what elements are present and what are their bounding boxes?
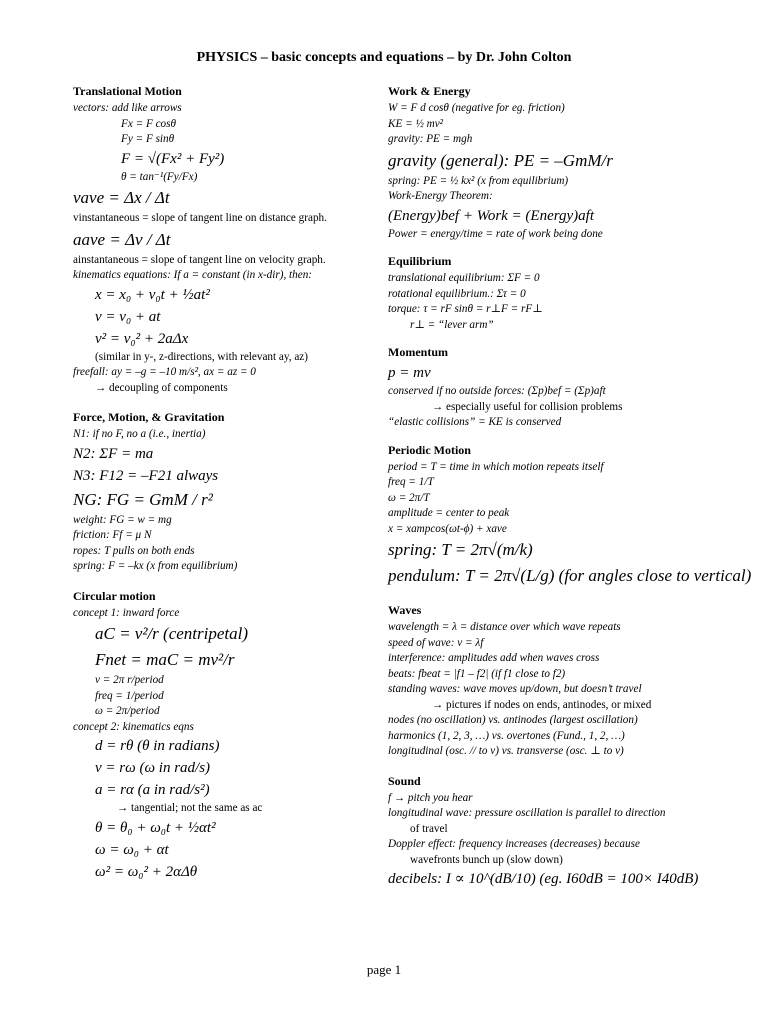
fmag-eq: F = √(Fx² + Fy²) (121, 150, 225, 167)
torque-line: torque: τ = rF sinθ = r⊥F = rF⊥ (388, 303, 543, 315)
spring-force-line: spring: F = –kx (x from equilibrium) (73, 560, 238, 572)
fnet-eq: Fnet = maC = mv²/r (95, 650, 235, 669)
decibels-eq: decibels: I ∝ 10^(dB/10) (eg. I60dB = 100× I40dB) (388, 871, 699, 887)
longitudinal-wave-line-2: of travel (410, 822, 448, 835)
pitch-line: f → pitch you hear (388, 791, 473, 804)
spring-period-eq: spring: T = 2π√(m/k) (388, 540, 533, 559)
decoupling-line: → decoupling of components (95, 381, 228, 394)
vave-eq: vave = Δx / Δt (73, 188, 170, 207)
ke-eq: KE = ½ mv² (388, 117, 444, 130)
omega-period-line: ω = 2π/T (388, 491, 430, 504)
ar-eq: a = rα (a in rad/s²) (95, 782, 210, 798)
ainst-line: ainstantaneous = slope of tangent line on velocity graph. (73, 253, 326, 266)
right-column (388, 84, 752, 890)
work-eq: W = F d cosθ (negative for eg. friction) (388, 102, 565, 114)
spring-pe-line: spring: PE = ½ kx² (x from equilibrium) (388, 174, 569, 187)
concept2-line: concept 2: kinematics eqns (73, 720, 194, 733)
section-heading-work: Work & Energy (388, 84, 471, 98)
power-line: Power = energy/time = rate of work being done (388, 227, 603, 240)
kin-eq-2: v = v₀ + at (95, 308, 161, 325)
momentum-eq: p = mv (388, 365, 431, 381)
omega-line: ω = 2π/period (95, 705, 160, 717)
period-line: period = T = time in which motion repeats itself (388, 460, 604, 473)
n2-eq: N2: ΣF = ma (73, 445, 154, 462)
position-eq: x = xampcos(ωt-ϕ) + xave (388, 522, 507, 535)
ac-eq: aC = v²/r (centripetal) (95, 624, 249, 643)
freefall-line: freefall: ay = –g = –10 m/s², ax = az = 0 (73, 366, 256, 378)
page-number: page 1 (366, 962, 402, 977)
section-heading-translational: Translational Motion (73, 84, 182, 98)
section-heading-periodic: Periodic Motion (388, 442, 471, 457)
kin-eq-1: x = x₀ + v₀t + ½at² (95, 286, 210, 303)
beats-line: beats: fbeat = |f1 – f2| (if f1 close to f2) (388, 667, 566, 680)
interference-line: interference: amplitudes add when waves cross (388, 652, 600, 664)
vinst-line: vinstantaneous = slope of tangent line on distance graph. (73, 212, 327, 224)
section-heading-momentum: Momentum (388, 345, 448, 359)
friction-line: friction: Ff = μ N (73, 529, 152, 541)
wave-speed-line: speed of wave: v = λf (388, 636, 484, 649)
pictures-line: → pictures if nodes on ends, antinodes, or mixed (432, 698, 652, 711)
rot-eq-1: θ = θ₀ + ω₀t + ½αt² (95, 819, 216, 836)
vectors-line: vectors: add like arrows (73, 102, 182, 114)
weight-line: weight: FG = w = mg (73, 513, 172, 526)
left-column (73, 84, 373, 883)
section-heading-sound: Sound (388, 773, 421, 788)
doppler-line-2: wavefronts bunch up (slow down) (410, 853, 563, 866)
fy-eq: Fy = F sinθ (121, 133, 175, 145)
lever-arm-line: r⊥ = “lever arm” (410, 318, 494, 331)
kin-eq-3: v² = v₀² + 2aΔx (95, 330, 189, 347)
tangential-line: → tangential; not the same as ac (117, 802, 263, 814)
doppler-line: Doppler effect: frequency increases (decreases) because (388, 838, 640, 850)
d-eq: d = rθ (θ in radians) (95, 738, 220, 754)
rot-eq-2: ω = ω₀ + αt (95, 841, 169, 858)
section-heading-force: Force, Motion, & Gravitation (73, 410, 225, 424)
work-energy-theorem-eq: (Energy)bef + Work = (Energy)aft (388, 207, 595, 224)
ropes-line: ropes: T pulls on both ends (73, 544, 195, 557)
fx-eq: Fx = F cosθ (121, 117, 176, 130)
section-heading-equilibrium: Equilibrium (388, 254, 452, 268)
n1-line: N1: if no F, no a (i.e., inertia) (73, 428, 206, 440)
freq-period-line: freq = 1/T (388, 476, 434, 488)
gravity-general-eq: gravity (general): PE = –GmM/r (388, 150, 613, 170)
ng-eq: NG: FG = GmM / r² (73, 489, 213, 509)
gravity-pe-line: gravity: PE = mgh (388, 133, 473, 145)
kinematics-line: kinematics equations: If a = constant (in x-dir), then: (73, 269, 313, 281)
similar-line: (similar in y-, z-directions, with relevant ay, az) (95, 350, 308, 363)
wavelength-line: wavelength = λ = distance over which wave repeats (388, 621, 621, 633)
concept1-line: concept 1: inward force (73, 606, 180, 619)
freq-line: freq = 1/period (95, 689, 164, 702)
page-title: PHYSICS – basic concepts and equations – by Dr. John Colton (196, 50, 572, 65)
vr-eq: v = rω (ω in rad/s) (95, 760, 211, 776)
translational-eq-line: translational equilibrium: ΣF = 0 (388, 272, 540, 284)
longitudinal-wave-line: longitudinal wave: pressure oscillation is parallel to direction (388, 807, 666, 819)
section-heading-waves: Waves (388, 603, 422, 617)
aave-eq: aave = Δv / Δt (73, 229, 171, 249)
theta-eq: θ = tan⁻¹(Fy/Fx) (121, 170, 198, 183)
pendulum-period-eq: pendulum: T = 2π√(L/g) (for angles close to vertical) (388, 566, 752, 585)
harmonics-line: harmonics (1, 2, 3, …) vs. overtones (Fund., 1, 2, …) (388, 729, 625, 742)
amplitude-line: amplitude = center to peak (388, 507, 510, 519)
v-line: v = 2π r/period (95, 674, 164, 686)
conserved-line: conserved if no outside forces: (Σp)bef = (Σp)aft (388, 385, 606, 397)
longitudinal-line: longitudinal (osc. // to v) vs. transverse (osc. ⊥ to v) (388, 745, 624, 757)
rot-eq-3: ω² = ω₀² + 2αΔθ (95, 863, 198, 880)
collision-line: → especially useful for collision problems (432, 400, 623, 413)
standing-waves-line: standing waves: wave moves up/down, but doesn’t travel (388, 683, 642, 695)
nodes-line: nodes (no oscillation) vs. antinodes (largest oscillation) (388, 714, 638, 726)
elastic-line: “elastic collisions” = KE is conserved (388, 416, 562, 428)
n3-eq: N3: F12 = –F21 always (73, 467, 219, 484)
work-energy-theorem-label: Work-Energy Theorem: (388, 190, 493, 202)
section-heading-circular: Circular motion (73, 588, 156, 603)
rotational-eq-line: rotational equilibrium.: Στ = 0 (388, 287, 526, 300)
